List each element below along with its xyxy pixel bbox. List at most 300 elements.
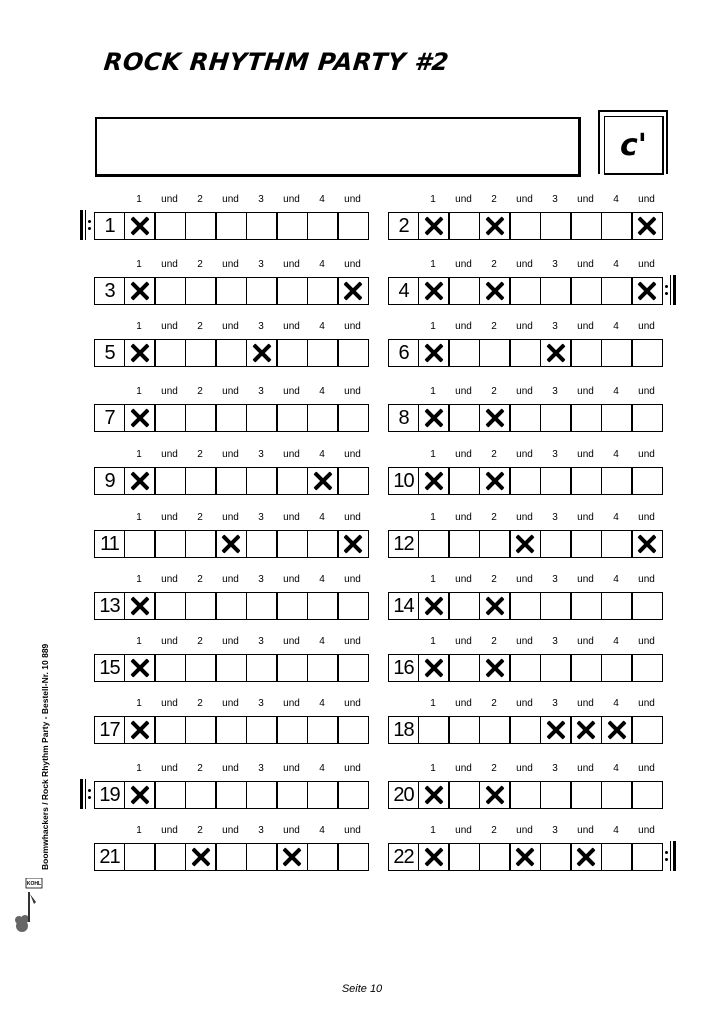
beat-cell[interactable] <box>449 212 480 240</box>
beat-cell[interactable] <box>632 592 663 620</box>
beat-cell-marked[interactable] <box>632 530 663 558</box>
note-label: c' <box>604 116 664 175</box>
measure-number: 6 <box>388 339 418 367</box>
beat-cell[interactable] <box>216 843 247 871</box>
beat-label: und <box>638 636 655 647</box>
beat-cell[interactable] <box>632 843 663 871</box>
beat-cell[interactable] <box>185 716 216 744</box>
beat-label: und <box>455 825 472 836</box>
beat-label: 3 <box>552 512 558 523</box>
beat-cell[interactable] <box>246 592 277 620</box>
beat-label: und <box>222 512 239 523</box>
beat-cell[interactable] <box>338 843 369 871</box>
beat-label: und <box>638 574 655 585</box>
beat-label: und <box>638 698 655 709</box>
beat-cell[interactable] <box>277 716 308 744</box>
beat-cell[interactable] <box>540 592 571 620</box>
beat-label: 4 <box>613 698 619 709</box>
beat-label: und <box>455 763 472 774</box>
beat-cell-marked[interactable] <box>418 654 449 682</box>
beat-label: und <box>344 449 361 460</box>
beat-cell[interactable] <box>449 467 480 495</box>
repeat-thick-bar <box>673 841 676 871</box>
beat-cell[interactable] <box>216 716 247 744</box>
beat-cell[interactable] <box>307 592 338 620</box>
beat-cell[interactable] <box>246 404 277 432</box>
beat-label: 2 <box>491 636 497 647</box>
beat-label: 3 <box>552 194 558 205</box>
beat-cell-marked[interactable] <box>338 530 369 558</box>
beat-label: 4 <box>319 386 325 397</box>
note-box <box>598 110 666 174</box>
beat-cell[interactable] <box>510 404 541 432</box>
beat-label: 3 <box>258 763 264 774</box>
beat-cell[interactable] <box>479 843 510 871</box>
measure-number: 10 <box>388 467 418 495</box>
beat-label: 4 <box>613 259 619 270</box>
beat-cell[interactable] <box>155 654 186 682</box>
beat-label: und <box>577 512 594 523</box>
beat-label: 3 <box>552 763 558 774</box>
beat-label: und <box>161 636 178 647</box>
beat-label: 4 <box>319 698 325 709</box>
beat-cell[interactable] <box>307 404 338 432</box>
beat-cell[interactable] <box>338 654 369 682</box>
beat-cell[interactable] <box>601 467 632 495</box>
beat-cell[interactable] <box>479 530 510 558</box>
beat-label: 4 <box>613 512 619 523</box>
beat-label: und <box>516 321 533 332</box>
beat-label: und <box>283 449 300 460</box>
beat-cell[interactable] <box>632 716 663 744</box>
beat-cell[interactable] <box>307 277 338 305</box>
repeat-dot <box>665 285 668 288</box>
beat-cell[interactable] <box>277 781 308 809</box>
beat-cell[interactable] <box>571 212 602 240</box>
beat-cell[interactable] <box>246 277 277 305</box>
beat-cell-marked[interactable] <box>124 716 155 744</box>
beat-cell[interactable] <box>124 530 155 558</box>
beat-cell-marked[interactable] <box>216 530 247 558</box>
beat-cell-marked[interactable] <box>571 843 602 871</box>
beat-cell[interactable] <box>246 716 277 744</box>
beat-cell[interactable] <box>277 467 308 495</box>
measure-number: 1 <box>94 212 124 240</box>
beat-cell-marked[interactable] <box>418 467 449 495</box>
beat-cell-marked[interactable] <box>479 277 510 305</box>
beat-cell[interactable] <box>601 404 632 432</box>
beat-cell[interactable] <box>571 404 602 432</box>
beat-label: und <box>638 512 655 523</box>
beat-label: 3 <box>258 259 264 270</box>
beat-cell[interactable] <box>246 781 277 809</box>
beat-cell[interactable] <box>185 530 216 558</box>
beat-cell[interactable] <box>540 781 571 809</box>
beat-cell-marked[interactable] <box>124 277 155 305</box>
beat-cell[interactable] <box>510 781 541 809</box>
beat-cell-marked[interactable] <box>571 716 602 744</box>
beat-cell[interactable] <box>246 843 277 871</box>
beat-label: und <box>161 449 178 460</box>
beat-cell[interactable] <box>216 339 247 367</box>
beat-label: und <box>344 386 361 397</box>
beat-cell[interactable] <box>307 654 338 682</box>
beat-cell-marked[interactable] <box>510 530 541 558</box>
beat-cell[interactable] <box>307 781 338 809</box>
beat-cell-marked[interactable] <box>510 843 541 871</box>
beat-cell[interactable] <box>540 843 571 871</box>
beat-cell[interactable] <box>246 212 277 240</box>
beat-cell[interactable] <box>540 530 571 558</box>
beat-cell[interactable] <box>155 404 186 432</box>
measure-number: 12 <box>388 530 418 558</box>
beat-cell[interactable] <box>449 404 480 432</box>
beat-cell[interactable] <box>510 716 541 744</box>
beat-cell[interactable] <box>155 592 186 620</box>
beat-cell[interactable] <box>338 781 369 809</box>
beat-cell[interactable] <box>601 654 632 682</box>
beat-cell[interactable] <box>338 467 369 495</box>
beat-cell[interactable] <box>277 277 308 305</box>
beat-cell[interactable] <box>338 404 369 432</box>
measure-number: 7 <box>94 404 124 432</box>
beat-label: und <box>577 825 594 836</box>
beat-cell[interactable] <box>155 716 186 744</box>
beat-cell-marked[interactable] <box>124 212 155 240</box>
beat-cell-marked[interactable] <box>418 843 449 871</box>
beat-label: 2 <box>197 636 203 647</box>
beat-cell[interactable] <box>338 716 369 744</box>
beat-cell[interactable] <box>449 530 480 558</box>
beat-label: 1 <box>430 574 436 585</box>
repeat-thick-bar <box>673 275 676 305</box>
measure-number: 11 <box>94 530 124 558</box>
beat-cell[interactable] <box>338 212 369 240</box>
beat-label: und <box>638 259 655 270</box>
beat-cell[interactable] <box>632 467 663 495</box>
beat-cell-marked[interactable] <box>338 277 369 305</box>
beat-cell[interactable] <box>246 654 277 682</box>
beat-label: 2 <box>491 386 497 397</box>
beat-label: 4 <box>319 259 325 270</box>
beat-cell[interactable] <box>449 592 480 620</box>
beat-cell-marked[interactable] <box>418 277 449 305</box>
repeat-dot <box>665 292 668 295</box>
beat-cell[interactable] <box>124 843 155 871</box>
beat-cell[interactable] <box>307 530 338 558</box>
beat-cell-marked[interactable] <box>418 404 449 432</box>
beat-cell-marked[interactable] <box>307 467 338 495</box>
beat-cell[interactable] <box>601 592 632 620</box>
repeat-start-sign <box>80 210 92 240</box>
beat-cell-marked[interactable] <box>124 339 155 367</box>
beat-cell[interactable] <box>601 339 632 367</box>
beat-label: 4 <box>613 825 619 836</box>
beat-cell-marked[interactable] <box>124 467 155 495</box>
repeat-thin-bar <box>670 841 671 871</box>
beat-cell-marked[interactable] <box>418 592 449 620</box>
beat-label: und <box>344 825 361 836</box>
beat-label: 4 <box>319 636 325 647</box>
beat-cell[interactable] <box>277 654 308 682</box>
beat-cell[interactable] <box>449 277 480 305</box>
beat-label: 1 <box>430 194 436 205</box>
beat-cell[interactable] <box>540 404 571 432</box>
beat-cell[interactable] <box>632 781 663 809</box>
beat-cell[interactable] <box>510 212 541 240</box>
beat-label: 3 <box>552 825 558 836</box>
beat-label: und <box>455 386 472 397</box>
beat-cell[interactable] <box>185 277 216 305</box>
beat-cell[interactable] <box>449 654 480 682</box>
beat-label: 4 <box>319 321 325 332</box>
beat-cell[interactable] <box>155 843 186 871</box>
beat-label: 2 <box>491 574 497 585</box>
beat-cell[interactable] <box>155 530 186 558</box>
beat-label: 2 <box>197 574 203 585</box>
beat-label: 1 <box>136 321 142 332</box>
beat-cell-marked[interactable] <box>185 843 216 871</box>
beat-cell[interactable] <box>155 339 186 367</box>
repeat-dot <box>88 227 91 230</box>
beat-cell[interactable] <box>540 212 571 240</box>
beat-cell[interactable] <box>571 467 602 495</box>
beat-label: und <box>455 259 472 270</box>
measure-number: 21 <box>94 843 124 871</box>
beat-cell[interactable] <box>155 212 186 240</box>
beat-cell[interactable] <box>277 212 308 240</box>
beat-cell[interactable] <box>479 339 510 367</box>
beat-label: 1 <box>430 636 436 647</box>
beat-label: und <box>283 321 300 332</box>
beat-cell[interactable] <box>216 467 247 495</box>
beat-cell[interactable] <box>601 843 632 871</box>
beat-cell[interactable] <box>155 277 186 305</box>
beat-label: 4 <box>319 512 325 523</box>
beat-cell-marked[interactable] <box>479 467 510 495</box>
beat-label: 4 <box>613 574 619 585</box>
beat-cell-marked[interactable] <box>124 404 155 432</box>
beat-label: 4 <box>613 386 619 397</box>
beat-label: und <box>161 698 178 709</box>
beat-label: und <box>638 449 655 460</box>
beat-label: und <box>516 636 533 647</box>
beat-label: und <box>344 698 361 709</box>
beat-cell[interactable] <box>307 843 338 871</box>
beat-cell[interactable] <box>307 339 338 367</box>
beat-cell[interactable] <box>216 654 247 682</box>
beat-cell[interactable] <box>418 530 449 558</box>
beat-cell-marked[interactable] <box>479 592 510 620</box>
beat-cell[interactable] <box>246 530 277 558</box>
beat-cell-marked[interactable] <box>479 654 510 682</box>
beat-cell[interactable] <box>540 654 571 682</box>
beat-label: und <box>455 512 472 523</box>
beat-cell[interactable] <box>632 339 663 367</box>
beat-cell-marked[interactable] <box>124 781 155 809</box>
beat-label: und <box>344 321 361 332</box>
beat-label: und <box>161 259 178 270</box>
beat-cell[interactable] <box>185 404 216 432</box>
beat-cell[interactable] <box>571 277 602 305</box>
beat-cell[interactable] <box>277 404 308 432</box>
beat-cell[interactable] <box>510 277 541 305</box>
measure-number: 2 <box>388 212 418 240</box>
beat-cell[interactable] <box>601 212 632 240</box>
beat-cell-marked[interactable] <box>540 339 571 367</box>
beat-cell-marked[interactable] <box>418 781 449 809</box>
beat-cell[interactable] <box>571 592 602 620</box>
beat-cell-marked[interactable] <box>479 212 510 240</box>
beat-cell[interactable] <box>449 781 480 809</box>
beat-cell-marked[interactable] <box>418 339 449 367</box>
beat-label: und <box>222 698 239 709</box>
beat-label: 1 <box>136 449 142 460</box>
beat-cell[interactable] <box>540 277 571 305</box>
beat-label: und <box>222 321 239 332</box>
repeat-thick-bar <box>80 210 83 240</box>
beat-cell[interactable] <box>449 716 480 744</box>
beat-cell[interactable] <box>449 339 480 367</box>
beat-label: 2 <box>491 763 497 774</box>
beat-cell[interactable] <box>216 212 247 240</box>
beat-cell-marked[interactable] <box>632 277 663 305</box>
measure-number: 13 <box>94 592 124 620</box>
beat-label: 2 <box>197 698 203 709</box>
measure-number: 22 <box>388 843 418 871</box>
beat-label: 2 <box>491 698 497 709</box>
beat-cell[interactable] <box>449 843 480 871</box>
beat-label: und <box>455 574 472 585</box>
beat-cell-marked[interactable] <box>632 212 663 240</box>
beat-label: 3 <box>258 449 264 460</box>
beat-label: und <box>161 574 178 585</box>
beat-cell[interactable] <box>185 212 216 240</box>
beat-cell[interactable] <box>510 467 541 495</box>
beat-label: 4 <box>613 636 619 647</box>
beat-cell[interactable] <box>632 404 663 432</box>
beat-label: 1 <box>430 386 436 397</box>
beat-label: 2 <box>197 763 203 774</box>
repeat-end-sign <box>664 275 676 305</box>
beat-cell[interactable] <box>632 654 663 682</box>
beat-cell[interactable] <box>307 212 338 240</box>
beat-cell-marked[interactable] <box>540 716 571 744</box>
beat-label: 3 <box>258 698 264 709</box>
beat-cell[interactable] <box>216 404 247 432</box>
beat-cell[interactable] <box>571 781 602 809</box>
beat-cell[interactable] <box>185 467 216 495</box>
beat-cell[interactable] <box>338 339 369 367</box>
beat-cell-marked[interactable] <box>277 843 308 871</box>
beat-cell[interactable] <box>540 467 571 495</box>
repeat-dot <box>88 789 91 792</box>
beat-label: 1 <box>430 698 436 709</box>
measure-number: 4 <box>388 277 418 305</box>
beat-cell-marked[interactable] <box>124 654 155 682</box>
beat-label: 2 <box>491 259 497 270</box>
beat-cell[interactable] <box>510 592 541 620</box>
beat-cell-marked[interactable] <box>124 592 155 620</box>
beat-cell-marked[interactable] <box>479 781 510 809</box>
beat-label: und <box>638 321 655 332</box>
beat-label: und <box>283 574 300 585</box>
beat-cell[interactable] <box>185 592 216 620</box>
beat-cell[interactable] <box>479 716 510 744</box>
beat-cell[interactable] <box>185 781 216 809</box>
beat-cell[interactable] <box>571 654 602 682</box>
measure-number: 3 <box>94 277 124 305</box>
beat-cell[interactable] <box>155 781 186 809</box>
beat-label: und <box>283 698 300 709</box>
beat-cell[interactable] <box>185 339 216 367</box>
beat-cell[interactable] <box>277 530 308 558</box>
measure-number: 16 <box>388 654 418 682</box>
beat-cell[interactable] <box>510 654 541 682</box>
beat-label: und <box>283 825 300 836</box>
beat-cell[interactable] <box>216 781 247 809</box>
beat-label: 3 <box>552 259 558 270</box>
beat-label: und <box>455 194 472 205</box>
beat-cell[interactable] <box>338 592 369 620</box>
beat-label: und <box>222 825 239 836</box>
repeat-end-sign <box>664 841 676 871</box>
beat-cell[interactable] <box>185 654 216 682</box>
beat-cell[interactable] <box>155 467 186 495</box>
beat-cell[interactable] <box>571 530 602 558</box>
beat-cell-marked[interactable] <box>601 716 632 744</box>
beat-cell[interactable] <box>307 716 338 744</box>
beat-label: und <box>222 449 239 460</box>
beat-cell[interactable] <box>510 339 541 367</box>
beat-cell-marked[interactable] <box>479 404 510 432</box>
beat-cell[interactable] <box>601 530 632 558</box>
beat-label: 1 <box>430 259 436 270</box>
repeat-thick-bar <box>80 779 83 809</box>
beat-cell-marked[interactable] <box>246 339 277 367</box>
beat-cell[interactable] <box>601 277 632 305</box>
beat-label: 4 <box>319 574 325 585</box>
beat-cell-marked[interactable] <box>418 212 449 240</box>
beat-cell[interactable] <box>277 339 308 367</box>
beat-label: 3 <box>552 636 558 647</box>
publisher-logo <box>14 878 44 936</box>
beat-label: und <box>344 194 361 205</box>
beat-label: und <box>638 825 655 836</box>
beat-label: 2 <box>197 194 203 205</box>
beat-cell[interactable] <box>571 339 602 367</box>
name-field[interactable] <box>95 117 581 177</box>
beat-cell[interactable] <box>277 592 308 620</box>
beat-label: und <box>516 825 533 836</box>
beat-label: 4 <box>613 449 619 460</box>
beat-cell[interactable] <box>601 781 632 809</box>
beat-label: und <box>283 512 300 523</box>
beat-label: 1 <box>430 825 436 836</box>
beat-label: und <box>516 259 533 270</box>
beat-label: 4 <box>613 321 619 332</box>
repeat-thin-bar <box>85 210 86 240</box>
beat-label: 4 <box>613 194 619 205</box>
beat-label: und <box>577 194 594 205</box>
beat-label: 2 <box>491 449 497 460</box>
beat-label: und <box>283 194 300 205</box>
beat-cell[interactable] <box>246 467 277 495</box>
beat-cell[interactable] <box>216 592 247 620</box>
beat-label: 3 <box>258 574 264 585</box>
beat-cell[interactable] <box>418 716 449 744</box>
beat-cell[interactable] <box>216 277 247 305</box>
